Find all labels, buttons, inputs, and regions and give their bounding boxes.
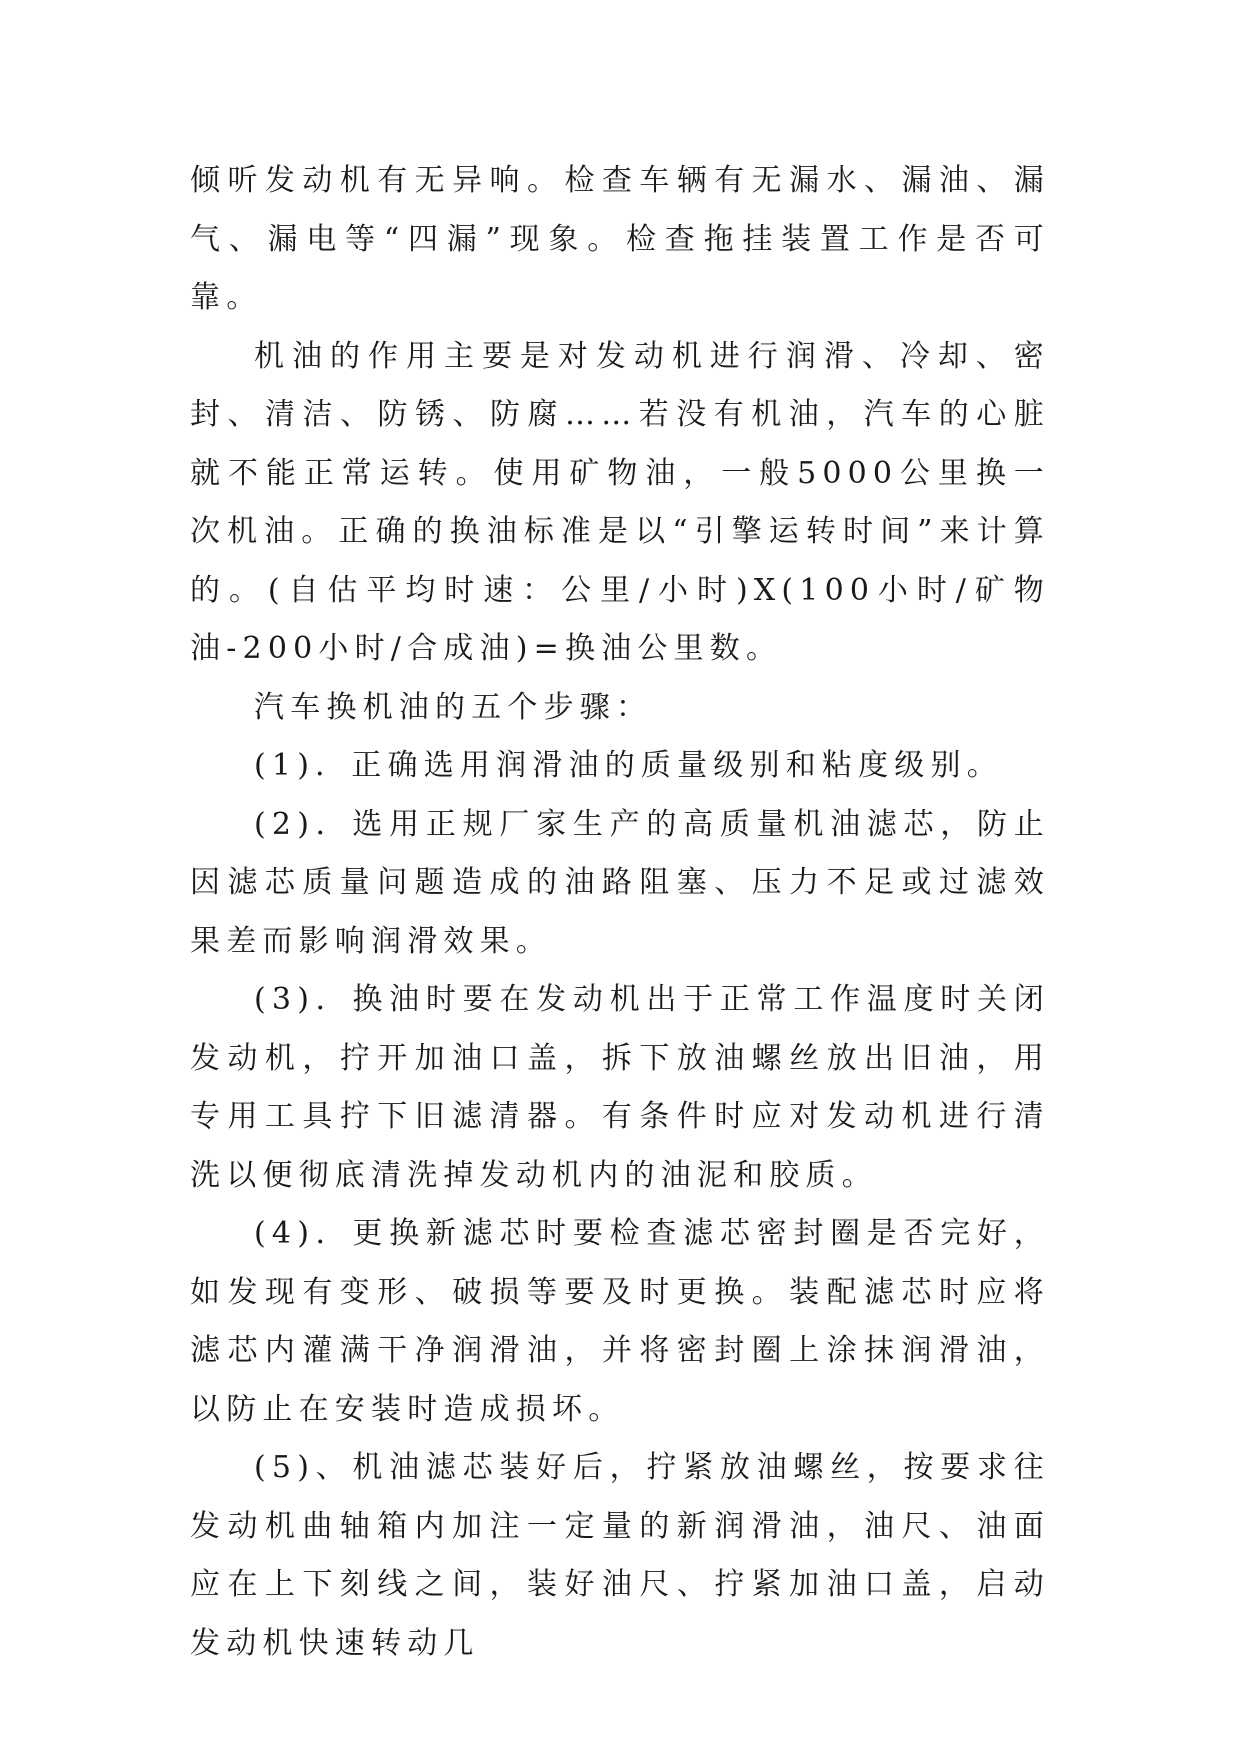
paragraph-step-1: (1)．正确选用润滑油的质量级别和粘度级别。 bbox=[254, 748, 1003, 783]
paragraph-step-3: (3)．换油时要在发动机出于正常工作温度时关闭发动机，拧开加油口盖，拆下放油螺丝放出旧油，用专用工具拧下旧滤清器。有条件时应对发动机进行清洗以便彻底清洗掉发动机内的油泥和胶质。 bbox=[190, 982, 1050, 1193]
document-page bbox=[190, 152, 1050, 1673]
paragraph-step-5: (5)、机油滤芯装好后，拧紧放油螺丝，按要求往发动机曲轴箱内加注一定量的新润滑油，油尺、油面应在上下刻线之间，装好油尺、拧紧加油口盖，启动发动机快速转动几 bbox=[190, 1450, 1050, 1661]
paragraph-oil-function: 机油的作用主要是对发动机进行润滑、冷却、密封、清洁、防锈、防腐……若没有机油，汽车的心脏就不能正常运转。使用矿物油，一般5000公里换一次机油。正确的换油标准是以“引擎运转时间”来计算的。(自估平均时速：公里/小时)X(100小时/矿物油-200小时/合成油)=换油公里数。 bbox=[190, 338, 1050, 666]
paragraph-step-4: (4)．更换新滤芯时要检查滤芯密封圈是否完好，如发现有变形、破损等要及时更换。装配滤芯时应将滤芯内灌满干净润滑油，并将密封圈上涂抹润滑油，以防止在安装时造成损坏。 bbox=[190, 1216, 1050, 1427]
paragraph-steps-heading: 汽车换机油的五个步骤： bbox=[254, 689, 653, 725]
paragraph-step-2: (2)．选用正规厂家生产的高质量机油滤芯，防止因滤芯质量问题造成的油路阻塞、压力不足或过滤效果差而影响润滑效果。 bbox=[190, 806, 1050, 959]
paragraph-inspection: 倾听发动机有无异响。检查车辆有无漏水、漏油、漏气、漏电等“四漏”现象。检查拖挂装置工作是否可靠。 bbox=[190, 163, 1050, 315]
